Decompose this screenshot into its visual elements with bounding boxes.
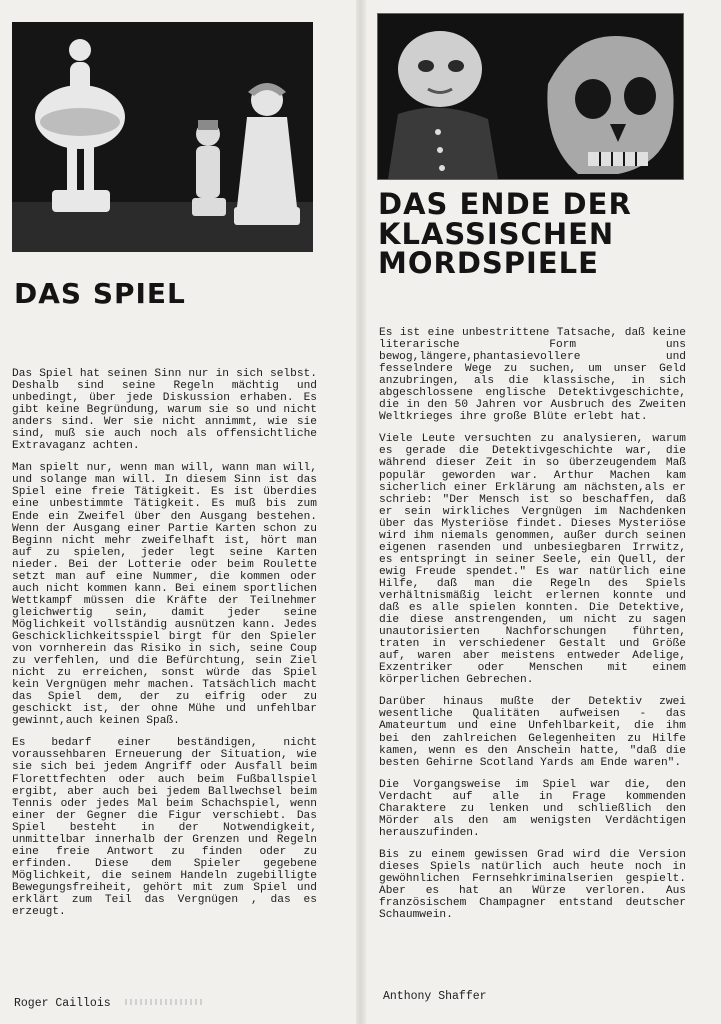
- article-headline: DAS SPIEL: [14, 277, 186, 310]
- article-body: [12, 368, 317, 928]
- paragraph: Das Spiel hat seinen Sinn nur in sich selbst. Deshalb sind seine Regeln mächtig und unbedingt, über jede Diskussion erhaben. Es gibt keine Begründung, warum sie so und nicht anders sind. Wer sie nicht annimmt, wie sie sind, muß sie auch noch als offensichtliche Extravaganz achten.: [12, 368, 317, 453]
- page-fold: [356, 0, 366, 1024]
- article-headline: [378, 187, 678, 281]
- paragraph: Viele Leute versuchten zu analysieren, warum es gerade die Detektivgeschichte war, die während dieser Zeit in so überzeugendem Maß populär geworden war. Arthur Machen kam sicherlich einer Erklärung am nächsten,als er schrieb: "Der Mensch ist so beschaffen, daß er sein wirkliches Vergnügen im Nachdenken über das Mysteriöse findet. Dieses Mysteriöse wird ihm niemals genommen, außer durch seinen eigenen rasenden und unbesiegbaren Irrwitz, es entspringt in seiner Seele, ein Quell, der ewig Freude spendet." Es war natürlich eine Hilfe, daß man die Regeln des Spiels verhältnismäßig leicht erlernen konnte und daß es alle spielen konnten. Die Detektive, die diese anstrengenden, um nicht zu sagen unautorisierten Nachforschungen führten, traten in verschiedener Gestalt und Größe auf, waren aber meistens entweder Adelige, Exzentriker oder Menschen mit einem körperlichen Gebrechen.: [379, 433, 686, 687]
- author-name: Roger Caillois: [14, 997, 111, 1010]
- doll-and-skull-photo-icon: [377, 13, 684, 180]
- author-name: Anthony Shaffer: [383, 990, 487, 1003]
- paragraph: Darüber hinaus mußte der Detektiv zwei wesentliche Qualitäten aufweisen - das Amateurtum und eine Unfehlbarkeit, die ihm bei den zahlreichen Gelegenheiten zu Hilfe kamen, wenn es den Anschein hatte, "daß die besten Gehirne Scotland Yards am Ende waren".: [379, 696, 686, 769]
- ink-smudge: [125, 999, 205, 1005]
- porcelain-figurines-photo-icon: [12, 22, 313, 252]
- paragraph: Die Vorgangsweise im Spiel war die, den Verdacht auf alle in Frage kommenden Charaktere zu lenken und schließlich den Mörder als den am wenigsten Verdächtigen herauszufinden.: [379, 778, 686, 839]
- headline-line: MORDSPIELE: [378, 246, 599, 281]
- paragraph: Es ist eine unbestrittene Tatsache, daß keine literarische Form uns bewog,längere,phantasievollere und fesselndere Wege zu suchen, um unser Geld anzubringen, als die klassische, in sich abgeschlossene englische Detektivgeschichte, die in den 50 Jahren vor Ausbruch des Zweiten Weltkrieges ihre große Blüte erlebt hat.: [379, 327, 686, 424]
- paragraph: Man spielt nur, wenn man will, wann man will, und solange man will. In diesem Sinn ist das Spiel eine freie Tätigkeit. Es ist überdies eine unbestimmte Tätigkeit. Es muß bis zum Ende ein Zweifel über den Ausgang bestehen. Wenn der Ausgang einer Partie Karten schon zu Beginn nicht mehr zweifelhaft ist, hört man auf zu spielen, jeder legt seine Karten nieder. Bei der Lotterie oder beim Roulette setzt man auf eine Nummer, die kommen oder auch nicht kommen kann. Bei einem sportlichen Wettkampf müssen die Kräfte der Teilnehmer gleichwertig sein, damit jeder seine Möglichkeit vollständig ausnützen kann. Jedes Geschicklichkeitsspiel birgt für den Spieler von vornherein das Risiko in sich, seine Coup zu verfehlen, und die Befürchtung, sein Ziel nicht zu erreichen, sonst würde das Spiel kein Vergnügen mehr machen. Tatsächlich macht das Spiel dem, der zu eifrig oder zu geschickt ist, der ohne Mühe und unfehlbar gewinnt,auch keinen Spaß.: [12, 462, 317, 728]
- headline-line: KLASSISCHEN: [378, 216, 615, 251]
- article-body: [379, 327, 686, 931]
- headline-line: DAS ENDE DER: [378, 187, 632, 221]
- paragraph: Es bedarf einer beständigen, nicht voraussehbaren Erneuerung der Situation, wie sie sich bei jedem Angriff oder Ausfall beim Florettfechten oder auch beim Fußballspiel ergibt, aber auch bei jedem Ballwechsel beim Tennis oder jedes Mal beim Schachspiel, wenn einer der Gegner die Figur verschiebt. Das Spiel besteht in der Notwendigkeit, unmittelbar innerhalb der Grenzen und Regeln eine freie Antwort zu finden oder zu erfinden. Diese dem Spieler gegebene Möglichkeit, die seinem Handeln zugebilligte Bewegungsfreiheit, gehört mit zum Spiel und erklärt zum Teil das Vergnügen , das es erzeugt.: [12, 737, 317, 919]
- paragraph: Bis zu einem gewissen Grad wird die Version dieses Spiels natürlich auch heute noch in gewöhnlichen Fernsehkriminalserien gespielt. Aber es hat an Würze verloren. Aus französischem Champagner entstand deutscher Schaumwein.: [379, 848, 686, 922]
